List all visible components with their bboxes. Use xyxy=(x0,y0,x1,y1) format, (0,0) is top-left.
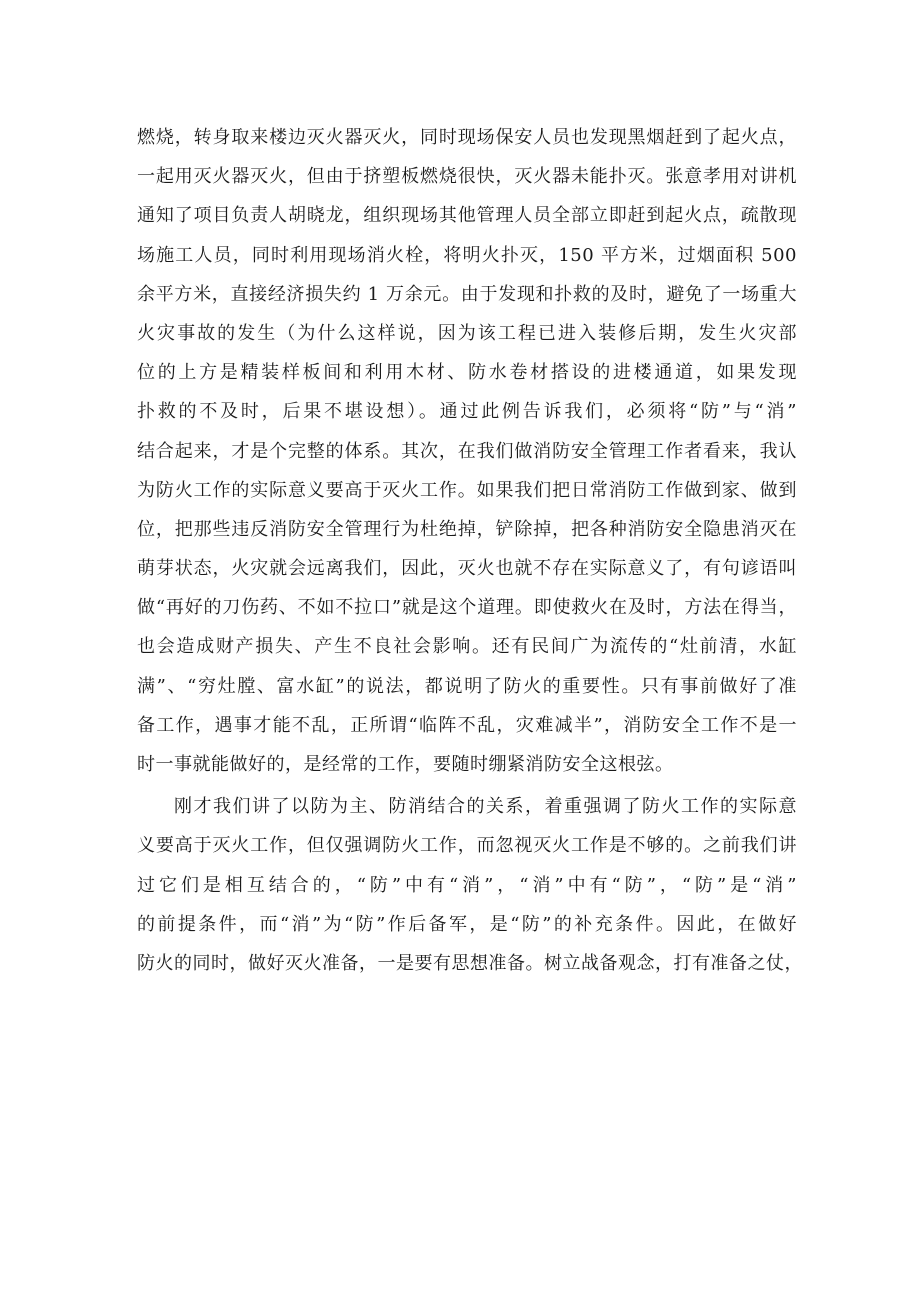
text-line: 位，把那些违反消防安全管理行为杜绝掉，铲除掉，把各种消防安全隐患消灭在 xyxy=(137,518,797,540)
text-line: 位的上方是精装样板间和利用木材、防水卷材搭设的进楼通道，如果发现 xyxy=(137,362,797,384)
text-line: 备工作，遇事才能不乱，正所谓“临阵不乱，灾难减半”，消防安全工作不是一 xyxy=(137,714,797,736)
paragraph-2 xyxy=(137,787,803,983)
text-line: 防火的同时，做好灭火准备，一是要有思想准备。树立战备观念，打有准备之仗， xyxy=(137,952,803,974)
text-line: 通知了项目负责人胡晓龙，组织现场其他管理人员全部立即赶到起火点，疏散现 xyxy=(137,205,797,227)
text-line: 燃烧，转身取来楼边灭火器灭火，同时现场保安人员也发现黑烟赶到了起火点， xyxy=(137,127,797,148)
text-line: 萌芽状态，火灾就会远离我们，因此，灭火也就不存在实际意义了，有句谚语叫 xyxy=(137,558,797,580)
text-line: 刚才我们讲了以防为主、防消结合的关系，着重强调了防火工作的实际意 xyxy=(174,796,797,818)
text-line: 余平方米，直接经济损失约 1 万余元。由于发现和扑救的及时，避免了一场重大 xyxy=(137,283,797,305)
text-line: 一起用灭火器灭火，但由于挤塑板燃烧很快，灭火器未能扑灭。张意孝用对讲机 xyxy=(137,166,797,188)
text-line: 也会造成财产损失、产生不良社会影响。还有民间广为流传的“灶前清，水缸 xyxy=(137,636,797,658)
text-line: 为防火工作的实际意义要高于灭火工作。如果我们把日常消防工作做到家、做到 xyxy=(137,479,797,501)
text-line: 火灾事故的发生（为什么这样说，因为该工程已进入装修后期，发生火灾部 xyxy=(137,322,797,344)
text-line: 时一事就能做好的，是经常的工作，要随时绷紧消防安全这根弦。 xyxy=(137,754,674,775)
text-line: 的前提条件，而“消”为“防”作后备军，是“防”的补充条件。因此，在做好 xyxy=(137,913,797,935)
text-line: 扑救的不及时，后果不堪设想）。通过此例告诉我们，必须将“防”与“消” xyxy=(137,401,797,423)
document-body xyxy=(137,118,803,983)
text-line: 过它们是相互结合的，“防”中有“消”，“消”中有“防”，“防”是“消” xyxy=(137,874,797,896)
paragraph-1 xyxy=(137,118,797,784)
text-line: 场施工人员，同时利用现场消火栓，将明火扑灭，150 平方米，过烟面积 500 xyxy=(137,244,797,266)
text-line: 结合起来，才是个完整的体系。其次，在我们做消防安全管理工作者看来，我认 xyxy=(137,440,797,462)
text-line: 义要高于灭火工作，但仅强调防火工作，而忽视灭火工作是不够的。之前我们讲 xyxy=(137,835,797,857)
text-line: 做“再好的刀伤药、不如不拉口”就是这个道理。即使救火在及时，方法在得当， xyxy=(137,597,797,619)
text-line: 满”、“穷灶膛、富水缸”的说法，都说明了防火的重要性。只有事前做好了准 xyxy=(137,675,797,697)
